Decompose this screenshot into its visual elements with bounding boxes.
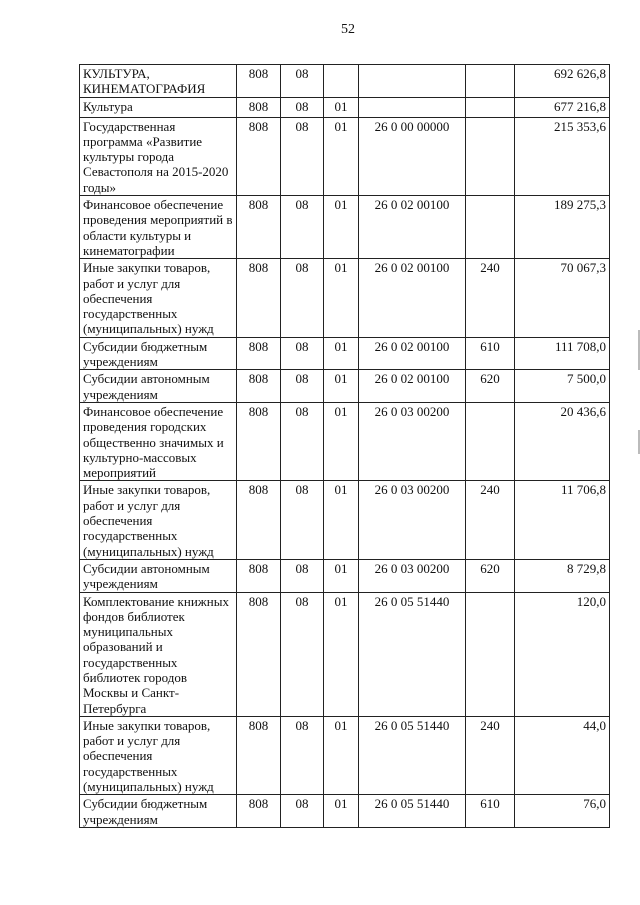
row-expense-type: [466, 97, 515, 117]
row-grbs: 808: [237, 65, 281, 98]
row-subsection: 01: [324, 97, 359, 117]
row-amount: 111 708,0: [515, 337, 610, 370]
row-section: 08: [281, 592, 324, 716]
row-amount: 44,0: [515, 716, 610, 794]
row-grbs: 808: [237, 592, 281, 716]
row-subsection: 01: [324, 370, 359, 403]
row-name: Субсидии бюджетным учреждениям: [80, 337, 237, 370]
table-row: [80, 481, 610, 559]
table-row: [80, 65, 610, 98]
row-section: 08: [281, 402, 324, 480]
row-section: 08: [281, 196, 324, 259]
row-name: Комплектование книжных фондов библиотек муниципальных образований и государственных библиотек городов Москвы и Санкт-Петербурга: [80, 592, 237, 716]
table-row: [80, 716, 610, 794]
row-section: 08: [281, 259, 324, 337]
row-subsection: 01: [324, 196, 359, 259]
page-number: 52: [341, 22, 355, 37]
row-target-code: 26 0 00 00000: [359, 117, 466, 195]
row-name: Иные закупки товаров, работ и услуг для обеспечения государственных (муниципальных) нужд: [80, 259, 237, 337]
row-expense-type: 620: [466, 559, 515, 592]
row-name: Финансовое обеспечение проведения мероприятий в области культуры и кинематографии: [80, 196, 237, 259]
table-row: [80, 259, 610, 337]
row-expense-type: 240: [466, 716, 515, 794]
row-expense-type: 620: [466, 370, 515, 403]
row-section: 08: [281, 481, 324, 559]
row-target-code: 26 0 02 00100: [359, 259, 466, 337]
row-expense-type: 240: [466, 481, 515, 559]
row-grbs: 808: [237, 337, 281, 370]
table-row: [80, 97, 610, 117]
row-section: 08: [281, 117, 324, 195]
row-section: 08: [281, 716, 324, 794]
row-grbs: 808: [237, 117, 281, 195]
row-target-code: [359, 97, 466, 117]
row-subsection: 01: [324, 592, 359, 716]
row-expense-type: [466, 65, 515, 98]
table-row: [80, 795, 610, 828]
row-name: Финансовое обеспечение проведения городских общественно значимых и культурно-массовых мероприятий: [80, 402, 237, 480]
row-amount: 692 626,8: [515, 65, 610, 98]
row-amount: 189 275,3: [515, 196, 610, 259]
row-amount: 120,0: [515, 592, 610, 716]
row-grbs: 808: [237, 402, 281, 480]
row-amount: 20 436,6: [515, 402, 610, 480]
table-row: [80, 337, 610, 370]
table-row: [80, 370, 610, 403]
row-grbs: 808: [237, 559, 281, 592]
row-subsection: 01: [324, 559, 359, 592]
row-amount: 70 067,3: [515, 259, 610, 337]
row-expense-type: 610: [466, 795, 515, 828]
row-target-code: 26 0 05 51440: [359, 795, 466, 828]
row-subsection: 01: [324, 402, 359, 480]
row-expense-type: [466, 402, 515, 480]
row-name: КУЛЬТУРА, КИНЕМАТОГРАФИЯ: [80, 65, 237, 98]
row-subsection: 01: [324, 259, 359, 337]
budget-table: [79, 64, 610, 828]
row-amount: 7 500,0: [515, 370, 610, 403]
row-grbs: 808: [237, 795, 281, 828]
row-amount: 215 353,6: [515, 117, 610, 195]
row-section: 08: [281, 65, 324, 98]
row-section: 08: [281, 559, 324, 592]
row-subsection: [324, 65, 359, 98]
row-section: 08: [281, 97, 324, 117]
row-amount: 677 216,8: [515, 97, 610, 117]
row-grbs: 808: [237, 259, 281, 337]
row-expense-type: 610: [466, 337, 515, 370]
row-grbs: 808: [237, 481, 281, 559]
row-grbs: 808: [237, 370, 281, 403]
row-target-code: 26 0 02 00100: [359, 337, 466, 370]
row-section: 08: [281, 795, 324, 828]
row-target-code: 26 0 05 51440: [359, 592, 466, 716]
row-section: 08: [281, 370, 324, 403]
row-name: Иные закупки товаров, работ и услуг для обеспечения государственных (муниципальных) нужд: [80, 716, 237, 794]
row-expense-type: [466, 117, 515, 195]
table-row: [80, 402, 610, 480]
row-target-code: 26 0 05 51440: [359, 716, 466, 794]
table-row: [80, 559, 610, 592]
row-amount: 76,0: [515, 795, 610, 828]
row-subsection: 01: [324, 716, 359, 794]
row-subsection: 01: [324, 337, 359, 370]
row-expense-type: [466, 196, 515, 259]
table-row: [80, 117, 610, 195]
row-expense-type: [466, 592, 515, 716]
row-name: Культура: [80, 97, 237, 117]
row-expense-type: 240: [466, 259, 515, 337]
row-target-code: 26 0 03 00200: [359, 402, 466, 480]
row-target-code: 26 0 03 00200: [359, 559, 466, 592]
row-name: Государственная программа «Развитие культуры города Севастополя на 2015-2020 годы»: [80, 117, 237, 195]
row-grbs: 808: [237, 196, 281, 259]
row-subsection: 01: [324, 117, 359, 195]
row-name: Субсидии бюджетным учреждениям: [80, 795, 237, 828]
row-target-code: 26 0 03 00200: [359, 481, 466, 559]
row-target-code: [359, 65, 466, 98]
row-target-code: 26 0 02 00100: [359, 370, 466, 403]
row-subsection: 01: [324, 481, 359, 559]
row-grbs: 808: [237, 97, 281, 117]
table-row: [80, 196, 610, 259]
row-name: Иные закупки товаров, работ и услуг для обеспечения государственных (муниципальных) нужд: [80, 481, 237, 559]
table-row: [80, 592, 610, 716]
row-subsection: 01: [324, 795, 359, 828]
row-amount: 11 706,8: [515, 481, 610, 559]
row-grbs: 808: [237, 716, 281, 794]
row-section: 08: [281, 337, 324, 370]
row-name: Субсидии автономным учреждениям: [80, 559, 237, 592]
row-name: Субсидии автономным учреждениям: [80, 370, 237, 403]
row-amount: 8 729,8: [515, 559, 610, 592]
row-target-code: 26 0 02 00100: [359, 196, 466, 259]
